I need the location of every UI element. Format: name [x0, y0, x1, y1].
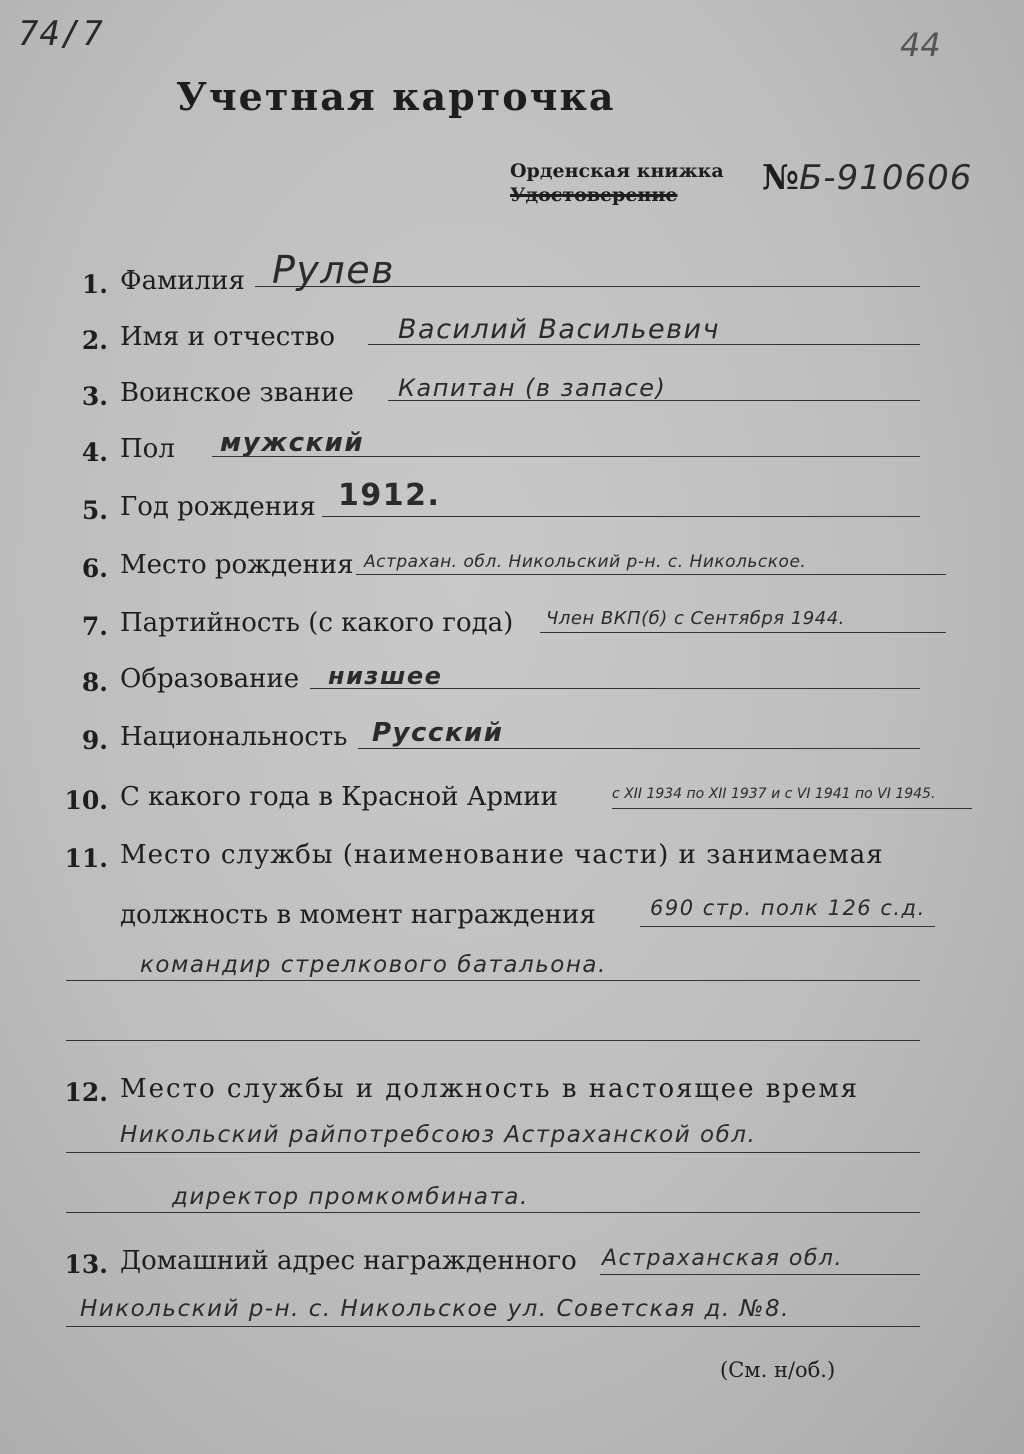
- field-value: Астрахан. обл. Никольский р-н. с. Никольское.: [364, 552, 807, 572]
- field-underline-line2: [66, 1212, 920, 1213]
- field-underline: [368, 344, 920, 345]
- field-label: Домашний адрес награжденного: [120, 1246, 577, 1276]
- field-label: Национальность: [120, 722, 348, 752]
- field-label: С какого года в Красной Армии: [120, 782, 558, 812]
- field-underline-line3: [66, 1040, 920, 1041]
- field-number: 7.: [81, 612, 108, 641]
- field-number: 12.: [64, 1078, 108, 1107]
- field-number: 5.: [81, 496, 108, 525]
- field-underline: [310, 688, 920, 689]
- field-underline: [255, 286, 920, 287]
- field-number: 2.: [81, 326, 108, 355]
- field-label-line2: должность в момент награждения: [120, 900, 596, 930]
- field-label: Образование: [120, 664, 300, 694]
- card-title: Учетная карточка: [176, 74, 616, 119]
- corner-handwritten-note: 74/7: [18, 14, 104, 54]
- field-underline: [66, 1152, 920, 1153]
- field-number: 8.: [81, 668, 108, 697]
- booklet-number-label: №: [762, 158, 799, 198]
- field-underline: [612, 808, 972, 809]
- corner-page-number: 44: [900, 26, 941, 64]
- booklet-type-line2-struck: Удостоверение: [510, 184, 678, 206]
- field-number: 11.: [64, 844, 108, 873]
- field-label: Место службы и должность в настоящее время: [120, 1074, 860, 1104]
- field-value: Капитан (в запасе): [398, 374, 667, 402]
- field-underline: [356, 574, 946, 575]
- field-label: Имя и отчество: [120, 322, 336, 352]
- booklet-type-line1: Орденская книжка: [510, 160, 724, 182]
- field-label: Фамилия: [120, 266, 245, 296]
- field-value: Русский: [372, 718, 504, 748]
- field-label: Воинское звание: [120, 378, 354, 408]
- field-value: с XII 1934 по XII 1937 и с VI 1941 по VI 1945.: [612, 786, 936, 802]
- field-label: Место службы (наименование части) и занимаемая: [120, 840, 884, 870]
- field-number: 9.: [81, 726, 108, 755]
- field-underline: [212, 456, 920, 457]
- field-value: Астраханская обл.: [602, 1246, 843, 1271]
- field-value-line2: Никольский р-н. с. Никольское ул. Советская д. №8.: [80, 1296, 790, 1322]
- field-number: 13.: [64, 1250, 108, 1279]
- field-number: 6.: [81, 554, 108, 583]
- field-value-line2: директор промкомбината.: [172, 1184, 529, 1210]
- field-value: Василий Васильевич: [398, 314, 721, 345]
- field-underline: [322, 516, 920, 517]
- field-label: Партийность (с какого года): [120, 608, 514, 638]
- field-number: 10.: [64, 786, 108, 815]
- field-number: 1.: [81, 270, 108, 299]
- field-value: 690 стр. полк 126 с.д.: [650, 896, 926, 920]
- field-underline: [388, 400, 920, 401]
- field-number: 4.: [81, 438, 108, 467]
- field-label: Место рождения: [120, 550, 354, 580]
- field-underline: [540, 632, 946, 633]
- field-value: мужский: [220, 428, 365, 458]
- field-value-line2: командир стрелкового батальона.: [140, 952, 607, 978]
- booklet-number: [762, 158, 972, 198]
- field-underline: [358, 748, 920, 749]
- field-value: низшее: [328, 662, 443, 690]
- field-label: Год рождения: [120, 492, 316, 522]
- field-value: 1912.: [338, 478, 441, 513]
- field-underline-line2: [66, 980, 920, 981]
- booklet-type: [510, 160, 724, 206]
- field-value: Рулев: [272, 248, 395, 292]
- field-label: Пол: [120, 434, 175, 464]
- see-reverse-note: (См. н/об.): [720, 1358, 836, 1382]
- field-underline: [600, 1274, 920, 1275]
- field-value: Член ВКП(б) с Сентября 1944.: [546, 608, 845, 629]
- field-underline: [640, 926, 935, 927]
- field-value: Никольский райпотребсоюз Астраханской обл.: [120, 1122, 757, 1148]
- field-underline-line2: [66, 1326, 920, 1327]
- booklet-number-value: Б-910606: [798, 158, 973, 198]
- field-number: 3.: [81, 382, 108, 411]
